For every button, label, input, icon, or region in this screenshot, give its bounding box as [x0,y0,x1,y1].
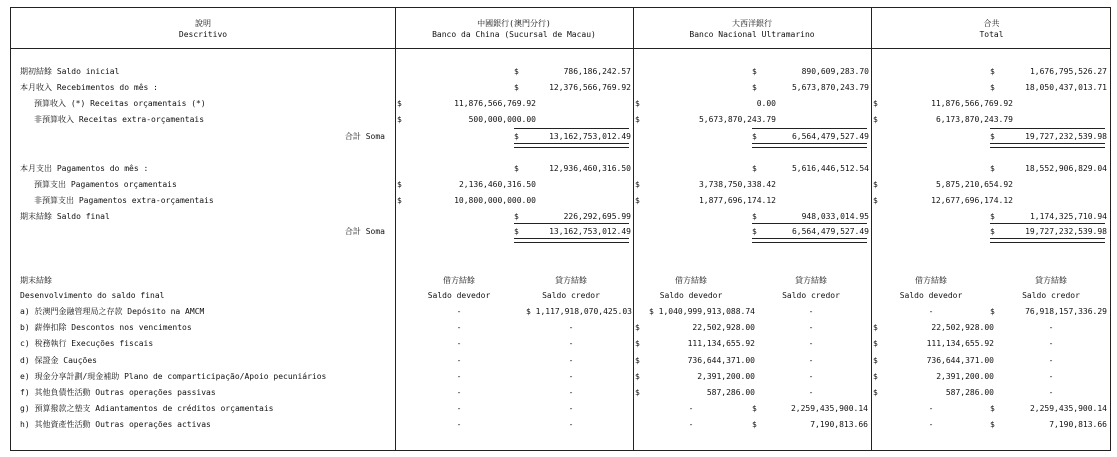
amount-cell: 18,050,437,013.71 [1025,83,1107,92]
currency-symbol: $ [635,180,640,189]
empty-dash: - [568,323,574,332]
empty-dash: - [456,388,462,397]
currency-symbol: $ [635,115,640,124]
row-label: 預算支出 Pagamentos orçamentais [34,180,177,189]
bc-credor-zh: 貸方結餘 [555,276,587,285]
amount-cell: 12,936,460,316.50 [549,164,631,173]
currency-symbol: $ [990,164,995,173]
currency-symbol: $ [752,420,757,429]
amount-cell: 18,552,906,829.04 [1025,164,1107,173]
empty-dash: - [568,420,574,429]
header-zh: 說明 [195,19,211,28]
currency-symbol: $ [514,212,519,221]
amount-cell: 2,391,200.00 [936,372,994,381]
amount-cell: 948,033,014.95 [801,212,869,221]
currency-symbol: $ [873,323,878,332]
row-label: 合計 Soma [344,132,385,141]
header-zh: 大西洋銀行 [732,19,772,28]
bc-credor-pt: Saldo credor [542,291,600,300]
amount-cell: 19,727,232,539.98 [1025,132,1107,141]
row-label: g) 預算撥款之墊支 Adiantamentos de créditos orçamentais [20,404,274,413]
amount-cell: $ 1,040,999,913,088.74 [649,307,755,316]
amount-cell: 6,564,479,527.49 [791,132,869,141]
empty-dash: - [688,404,694,413]
empty-dash: - [808,372,814,381]
currency-symbol: $ [397,115,402,124]
row-label: h) 其他資產性活動 Outras operações activas [20,420,211,429]
header-total [871,18,1112,40]
sum-rule [514,128,629,129]
currency-symbol: $ [752,83,757,92]
empty-dash: - [808,323,814,332]
amount-cell: 6,173,870,243.79 [935,115,1013,124]
empty-dash: - [1048,323,1054,332]
amount-cell: 5,673,870,243.79 [698,115,776,124]
row-label: 預算收入 (*) Receitas orçamentais (*) [34,99,206,108]
amount-cell: 890,609,283.70 [801,67,869,76]
currency-symbol: $ [635,388,640,397]
empty-dash: - [808,339,814,348]
header-descritivo [11,18,395,40]
amount-cell: 2,259,435,900.14 [790,404,868,413]
tot-devedor-zh: 借方結餘 [915,276,947,285]
row-label: 期末結餘 Saldo final [20,212,110,221]
header-rule [11,48,1110,49]
col-divider-2 [633,8,634,450]
amount-cell: 3,738,750,338.42 [698,180,776,189]
amount-cell: 5,875,210,654.92 [935,180,1013,189]
header-pt: Banco Nacional Ultramarino [689,30,815,39]
currency-symbol: $ [873,356,878,365]
row-label: d) 保證金 Cauções [20,356,97,365]
currency-symbol: $ [873,115,878,124]
amount-cell: 5,673,870,243.79 [791,83,869,92]
sum-rule [752,223,867,224]
empty-dash: - [456,323,462,332]
currency-symbol: $ [990,404,995,413]
bnu-devedor-pt: Saldo devedor [659,291,723,300]
currency-symbol: $ [635,196,640,205]
empty-dash: - [928,307,934,316]
amount-cell: 587,286.00 [706,388,755,397]
section2-title-pt: Desenvolvimento do saldo final [20,291,165,300]
empty-dash: - [1048,372,1054,381]
amount-cell: 500,000,000.00 [468,115,536,124]
currency-symbol: $ [397,99,402,108]
row-label: 本月支出 Pagamentos do mês : [20,164,149,173]
empty-dash: - [568,339,574,348]
amount-cell: 76,918,157,336.29 [1025,307,1107,316]
treasury-statement-table [10,7,1111,451]
amount-cell: 786,186,242.57 [563,67,631,76]
currency-symbol: $ [752,164,757,173]
col-divider-1 [395,8,396,450]
currency-symbol: $ [635,356,640,365]
currency-symbol: $ [752,67,757,76]
amount-cell: 11,876,566,769.92 [454,99,536,108]
row-label: 非預算收入 Receitas extra-orçamentais [34,115,205,124]
currency-symbol: $ [990,227,995,236]
bc-devedor-zh: 借方結餘 [443,276,475,285]
amount-cell: 22,502,928.00 [931,323,994,332]
empty-dash: - [808,356,814,365]
total-double-rule [752,238,867,243]
empty-dash: - [568,388,574,397]
amount-cell: 12,376,566,769.92 [549,83,631,92]
empty-dash: - [808,307,814,316]
sum-rule [990,223,1105,224]
amount-cell: 13,162,753,012.49 [549,132,631,141]
empty-dash: - [456,307,462,316]
row-label: 合計 Soma [344,227,385,236]
amount-cell: 736,644,371.00 [687,356,755,365]
bnu-devedor-zh: 借方結餘 [675,276,707,285]
amount-cell: 1,676,795,526.27 [1029,67,1107,76]
currency-symbol: $ [873,99,878,108]
header-pt: Banco da China (Sucursal de Macau) [432,30,596,39]
empty-dash: - [808,388,814,397]
currency-symbol: $ [514,83,519,92]
currency-symbol: $ [752,212,757,221]
amount-cell: 111,134,655.92 [926,339,994,348]
bnu-credor-pt: Saldo credor [782,291,840,300]
total-double-rule [990,143,1105,148]
empty-dash: - [928,420,934,429]
row-label: c) 稅務執行 Execuções fiscais [20,339,154,348]
currency-symbol: $ [873,180,878,189]
amount-cell: 2,391,200.00 [697,372,755,381]
empty-dash: - [456,372,462,381]
currency-symbol: $ [873,388,878,397]
currency-symbol: $ [397,180,402,189]
currency-symbol: $ [990,132,995,141]
empty-dash: - [928,404,934,413]
empty-dash: - [568,372,574,381]
total-double-rule [514,143,629,148]
currency-symbol: $ [635,99,640,108]
header-pt: Descritivo [178,30,228,39]
amount-cell: 111,134,655.92 [687,339,755,348]
currency-symbol: $ [990,83,995,92]
amount-cell: 22,502,928.00 [692,323,755,332]
currency-symbol: $ [514,67,519,76]
total-double-rule [514,238,629,243]
tot-devedor-pt: Saldo devedor [899,291,963,300]
row-label: 非預算支出 Pagamentos extra-orçamentais [34,196,214,205]
sum-rule [990,128,1105,129]
amount-cell: 1,174,325,710.94 [1029,212,1107,221]
row-label: a) 於澳門金融管理局之存款 Depósito na AMCM [20,307,205,316]
currency-symbol: $ [990,307,995,316]
header-zh: 中國銀行(澳門分行) [477,19,551,28]
amount-cell: 736,644,371.00 [926,356,994,365]
header-pt: Total [979,30,1004,39]
amount-cell: 11,876,566,769.92 [931,99,1013,108]
amount-cell: $ 1,117,918,070,425.03 [526,307,632,316]
row-label: 期初結餘 Saldo inicial [20,67,120,76]
empty-dash: - [456,339,462,348]
row-label: e) 現金分享計劃/現金補助 Plano de comparticipação/Apoio pecuniários [20,372,327,381]
empty-dash: - [456,356,462,365]
currency-symbol: $ [514,132,519,141]
header-banco-da-china [395,18,633,40]
sum-rule [514,223,629,224]
header-zh: 合共 [983,19,1000,28]
bc-devedor-pt: Saldo devedor [427,291,491,300]
tot-credor-zh: 貸方結餘 [1035,276,1067,285]
amount-cell: 6,564,479,527.49 [791,227,869,236]
row-label: 本月收入 Recebimentos do mês : [20,83,158,92]
empty-dash: - [1048,339,1054,348]
currency-symbol: $ [635,372,640,381]
currency-symbol: $ [635,323,640,332]
currency-symbol: $ [990,212,995,221]
currency-symbol: $ [873,339,878,348]
empty-dash: - [688,420,694,429]
amount-cell: 5,616,446,512.54 [791,164,869,173]
amount-cell: 2,136,460,316.50 [458,180,536,189]
currency-symbol: $ [873,196,878,205]
amount-cell: 7,190,813.66 [1049,420,1107,429]
tot-credor-pt: Saldo credor [1022,291,1080,300]
currency-symbol: $ [635,339,640,348]
empty-dash: - [1048,388,1054,397]
amount-cell: 226,292,695.99 [563,212,631,221]
currency-symbol: $ [752,132,757,141]
row-label: b) 薪俸扣除 Descontos nos vencimentos [20,323,192,332]
amount-cell: 7,190,813.66 [810,420,868,429]
amount-cell: 13,162,753,012.49 [549,227,631,236]
row-label: f) 其他負債性活動 Outras operações passivas [20,388,216,397]
empty-dash: - [568,404,574,413]
amount-cell: 10,800,000,000.00 [454,196,536,205]
currency-symbol: $ [514,227,519,236]
section2-title-zh: 期末結餘 [20,276,52,285]
empty-dash: - [456,420,462,429]
header-bnu [633,18,871,40]
col-divider-3 [871,8,872,450]
currency-symbol: $ [752,404,757,413]
amount-cell: 0.00 [756,99,776,108]
amount-cell: 2,259,435,900.14 [1029,404,1107,413]
amount-cell: 587,286.00 [945,388,994,397]
amount-cell: 12,677,696,174.12 [931,196,1013,205]
amount-cell: 19,727,232,539.98 [1025,227,1107,236]
empty-dash: - [456,404,462,413]
total-double-rule [990,238,1105,243]
currency-symbol: $ [990,67,995,76]
currency-symbol: $ [514,164,519,173]
bnu-credor-zh: 貸方結餘 [795,276,827,285]
currency-symbol: $ [990,420,995,429]
total-double-rule [752,143,867,148]
currency-symbol: $ [752,227,757,236]
empty-dash: - [1048,356,1054,365]
currency-symbol: $ [397,196,402,205]
sum-rule [752,128,867,129]
empty-dash: - [568,356,574,365]
amount-cell: 1,877,696,174.12 [698,196,776,205]
currency-symbol: $ [873,372,878,381]
